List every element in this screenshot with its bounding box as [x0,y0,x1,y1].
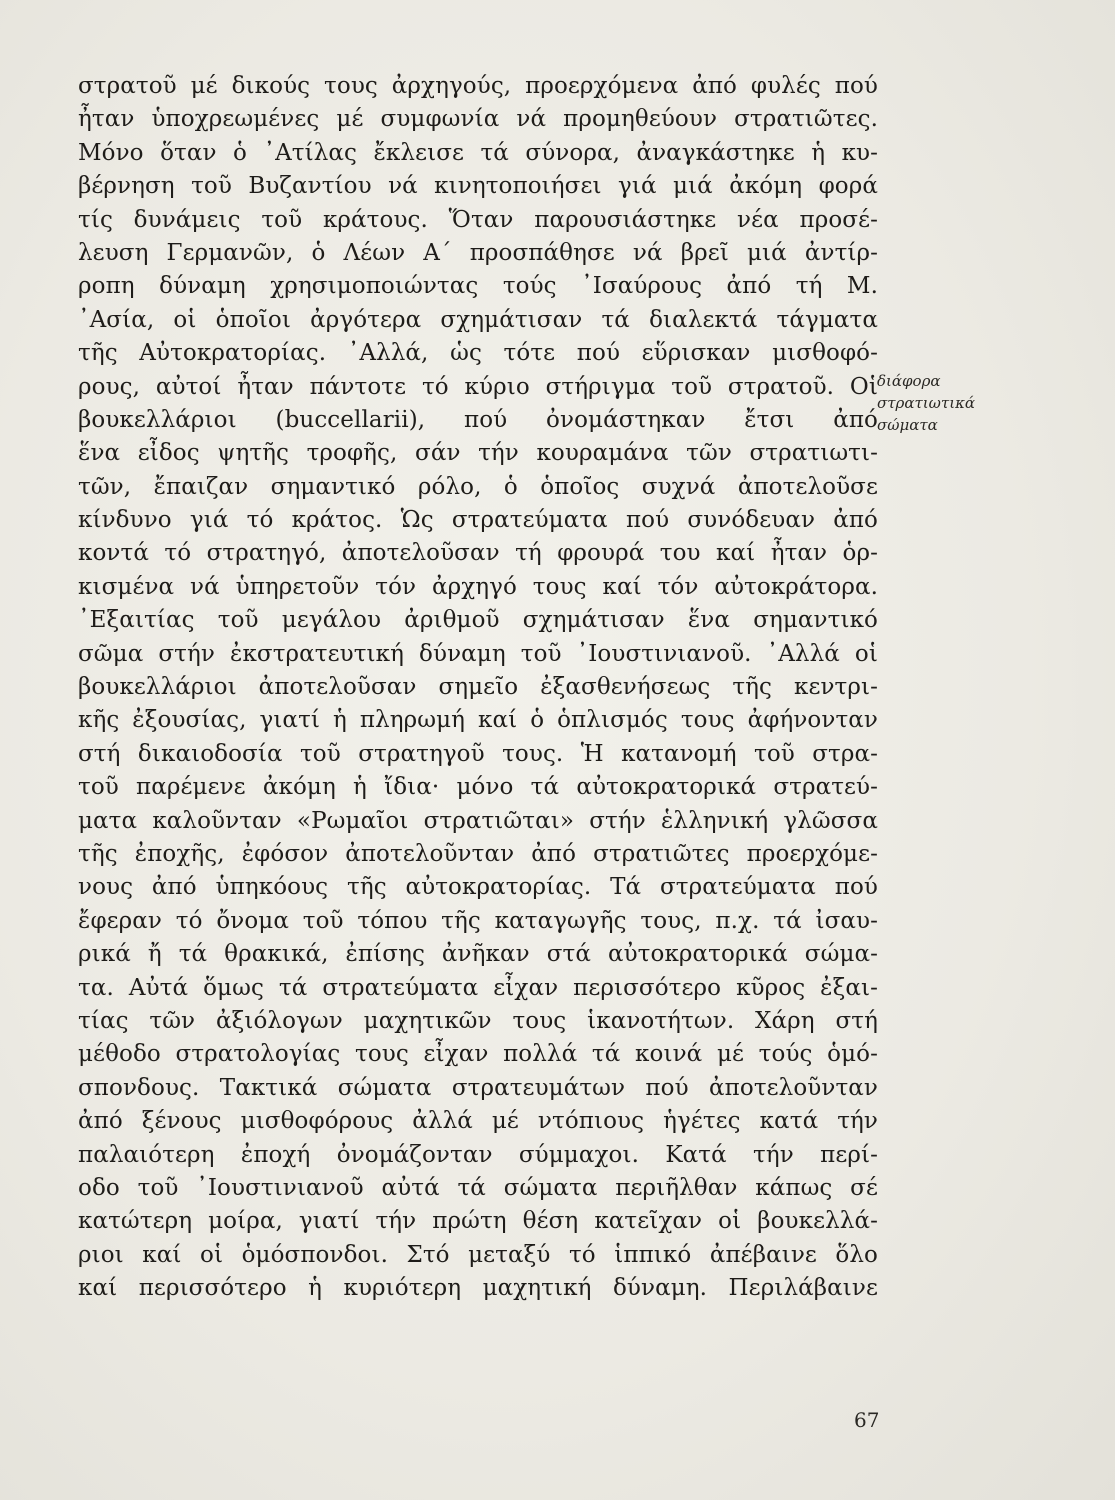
text-line: ἦταν ὑποχρεωμένες μέ συμφωνία νά προμηθεύουν στρατιῶτες. [78,106,878,133]
margin-note [877,370,997,436]
text-line: τίας τῶν ἀξιόλογων μαχητικῶν τους ἱκανοτήτων. Χάρη στή [78,1007,878,1034]
text-line: ροπη δύναμη χρησιμοποιώντας τούς ᾿Ισαύρους ἀπό τή Μ. [78,273,878,300]
text-line: στρατοῦ μέ δικούς τους ἀρχηγούς, προερχόμενα ἀπό φυλές πού [78,73,878,99]
text-line: μέθοδο στρατολογίας τους εἶχαν πολλά τά κοινά μέ τούς ὁμό- [78,1041,878,1068]
text-line: παλαιότερη ἐποχή ὀνομάζονταν σύμμαχοι. Κατά τήν περί- [78,1141,878,1168]
text-line: ρικά ἤ τά θρακικά, ἐπίσης ἀνῆκαν στά αὐτοκρατορικά σώμα- [78,941,878,968]
text-line: οδο τοῦ ᾿Ιουστινιανοῦ αὐτά τά σώματα περιῆλθαν κάπως σέ [78,1174,878,1201]
text-line: κῆς ἐξουσίας, γιατί ἡ πληρωμή καί ὁ ὁπλισμός τους ἀφήνονταν [78,707,878,734]
text-line: βέρνηση τοῦ Βυζαντίου νά κινητοποιήσει γιά μιά ἀκόμη φορά [78,173,878,200]
text-line: ἕνα εἶδος ψητῆς τροφῆς, σάν τήν κουραμάνα τῶν στρατιωτι- [78,440,878,467]
text-line: νους ἀπό ὑπηκόους τῆς αὐτοκρατορίας. Τά στρατεύματα πού [78,874,878,901]
text-line: τοῦ παρέμενε ἀκόμη ἡ ἴδια· μόνο τά αὐτοκρατορικά στρατεύ- [78,774,878,801]
text-line: ματα καλοῦνταν «Ρωμαῖοι στρατιῶται» στήν ἑλληνική γλῶσσα [78,807,878,834]
text-line: στή δικαιοδοσία τοῦ στρατηγοῦ τους. Ἡ κατανομή τοῦ στρα- [78,740,878,767]
text-line: κισμένα νά ὑπηρετοῦν τόν ἀρχηγό τους καί τόν αὐτοκράτορα. [78,573,878,600]
text-line: κατώτερη μοίρα, γιατί τήν πρώτη θέση κατεῖχαν οἱ βουκελλά- [78,1208,878,1235]
text-line: ἔφεραν τό ὄνομα τοῦ τόπου τῆς καταγωγῆς τους, π.χ. τά ἰσαυ- [78,907,878,934]
text-line: τῶν, ἔπαιζαν σημαντικό ρόλο, ὁ ὁποῖος συχνά ἀποτελοῦσε [78,473,878,500]
text-line: βουκελλάριοι (buccellarii), πού ὀνομάστηκαν ἔτσι ἀπό [78,406,878,433]
text-line: ᾿Εξαιτίας τοῦ μεγάλου ἀριθμοῦ σχημάτισαν ἕνα σημαντικό [78,607,878,634]
text-line: καί περισσότερο ἡ κυριότερη μαχητική δύναμη. Περιλάβαινε [78,1275,878,1302]
body-text [78,70,878,1305]
margin-note-line: σώματα [877,416,938,434]
page-number: 67 [854,1408,880,1432]
text-line: ρους, αὐτοί ἦταν πάντοτε τό κύριο στήριγμα τοῦ στρατοῦ. Οἱ [78,373,878,400]
text-line: τίς δυνάμεις τοῦ κράτους. Ὅταν παρουσιάστηκε νέα προσέ- [78,206,878,233]
text-line: ᾿Ασία, οἱ ὁποῖοι ἀργότερα σχημάτισαν τά διαλεκτά τάγματα [78,306,878,333]
text-line: ριοι καί οἱ ὁμόσπονδοι. Στό μεταξύ τό ἱππικό ἀπέβαινε ὅλο [78,1241,878,1268]
text-line: σπονδους. Τακτικά σώματα στρατευμάτων πού ἀποτελοῦνταν [78,1074,878,1101]
text-line: τα. Αὐτά ὅμως τά στρατεύματα εἶχαν περισσότερο κῦρος ἐξαι- [78,974,878,1001]
text-line: βουκελλάριοι ἀποτελοῦσαν σημεῖο ἐξασθενήσεως τῆς κεντρι- [78,674,878,701]
margin-note-line: διάφορα [877,372,941,390]
text-line: ἀπό ξένους μισθοφόρους ἀλλά μέ ντόπιους ἡγέτες κατά τήν [78,1108,878,1135]
text-line: κίνδυνο γιά τό κράτος. Ὡς στρατεύματα πού συνόδευαν ἀπό [78,507,878,534]
text-line: λευση Γερμανῶν, ὁ Λέων Α΄ προσπάθησε νά βρεῖ μιά ἀντίρ- [78,239,878,266]
text-line: τῆς ἐποχῆς, ἐφόσον ἀποτελοῦνταν ἀπό στρατιῶτες προερχόμε- [78,840,878,867]
text-line: κοντά τό στρατηγό, ἀποτελοῦσαν τή φρουρά του καί ἦταν ὁρ- [78,540,878,567]
text-line: σῶμα στήν ἐκστρατευτική δύναμη τοῦ ᾿Ιουστινιανοῦ. ᾿Αλλά οἱ [78,640,878,667]
text-line: τῆς Αὐτοκρατορίας. ᾿Αλλά, ὡς τότε πού εὕρισκαν μισθοφό- [78,340,878,367]
text-line: Μόνο ὅταν ὁ ᾿Ατίλας ἔκλεισε τά σύνορα, ἀναγκάστηκε ἡ κυ- [78,139,878,166]
margin-note-line: στρατιωτικά [877,394,976,412]
